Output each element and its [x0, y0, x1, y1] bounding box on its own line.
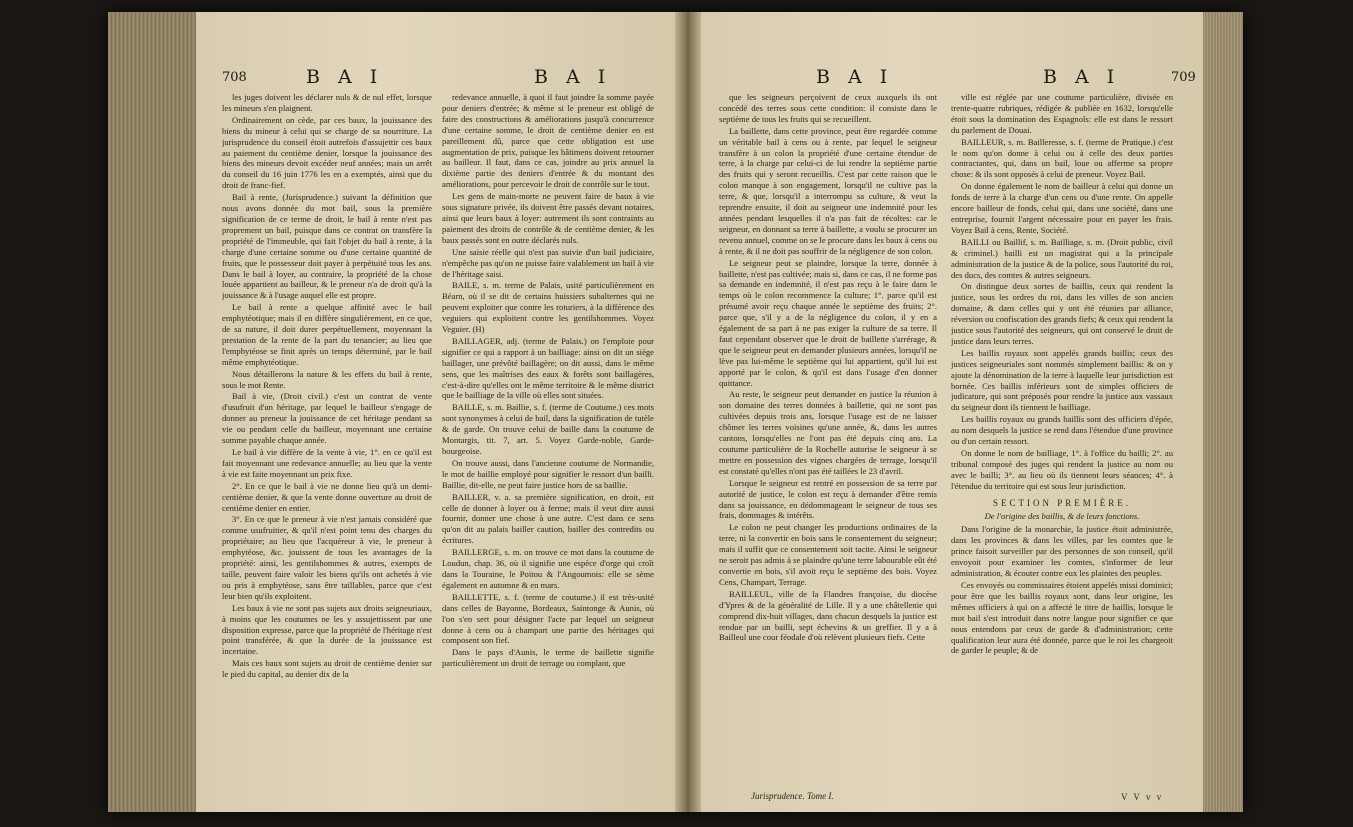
right-page-number: 709 [1171, 70, 1196, 85]
open-book [108, 12, 1243, 812]
paragraph: Au reste, le seigneur peut demander en justice la réunion à son domaine des terres données à baillette, qui ne sont pas cultivées depuis trois ans, lorsque l'usage est de ne laisser chômer les terres voisines qu'une année, &, dans les autres cantons, lorsqu'elles ne l'ont pas été depuis cinq ans. La coutume particulière de la Rochelle autorise le seigneur à se mettre en possession des vignes chargées de terrage, lorsqu'il est constaté qu'elles n'ont pas été taillées le 23 d'avril. [719, 389, 937, 476]
paragraph: Le seigneur peut se plaindre, lorsque la terre, donnée à baillette, n'est pas cultivée; mais si, dans ce cas, il ne forme pas sa demande en indemnité, il n'est pas reçu à le faire dans le temps où le colon recommence la culture; 1°. parce qu'il est présumé avoir reçu chaque année le septième des fruits; 2°. parce que, s'il y a de la négligence du colon, il y en a également de sa part à ne pas exiger la culture de sa terre. Il faut cependant observer que le droit de baillette s'arrérage, & que le seigneur peut en demander plusieurs années, lorsqu'il ne lève pas lui-même le septième qui lui appartient, qu'il lui est apporté par le colon, & qu'il est dans l'usage d'en donner quittance. [719, 257, 937, 388]
paragraph: Dans le pays d'Aunis, le terme de baillette signifie particulièrement un droit de terrage ou complant, que [442, 647, 654, 669]
right-column-2-text [951, 92, 1173, 492]
right-headword-1: B A I [816, 66, 894, 88]
paragraph: Les baillis royaux ou grands baillis sont des officiers d'épée, au nom desquels la justice se rend dans l'étendue d'une province ou d'un certain ressort. [951, 414, 1173, 447]
paragraph: ville est réglée par une coutume particulière, divisée en trente-quatre rubriques, rédigée & publiée en 1632, lorsqu'elle étoit sous la domination des Espagnols: elle est dans le ressort du parlement de Douai. [951, 92, 1173, 135]
right-headword-2: B A I [1043, 66, 1121, 88]
paragraph: Nous détaillerons la nature & les effets du bail à rente, sous le mot Rente. [222, 368, 432, 390]
left-headword-1: B A I [306, 66, 384, 88]
paragraph: On donne le nom de bailliage, 1°. à l'office du bailli; 2°. au tribunal composé des juges qui rendent la justice au nom ou avec le bailli; 3°. au lieu où ils tiennent leurs séances; 4°. à l'étendue du territoire qui est sous leur jurisdiction. [951, 448, 1173, 491]
paragraph: Mais ces baux sont sujets au droit de centième denier sur le pied du capital, au denier dix de la [222, 658, 432, 680]
right-page-column-1 [719, 92, 937, 787]
paragraph: redevance annuelle, à quoi il faut joindre la somme payée pour deniers d'entrée; & même si le preneur est obligé de faire des constructions & améliorations jusqu'à concurrence d'une certaine somme, le droit de centième denier en est pareillement dû, parce que cette obligation est une augmentation de prix, puisque les bâtimens doivent retourner au bailleur. Il faut, dans ce cas, joindre au prix annuel la dixième partie des deniers d'entrée & du montant des améliorations, pour percevoir le droit de contrôle sur le tout. [442, 92, 654, 190]
left-page-column-1 [222, 92, 432, 807]
paragraph: On trouve aussi, dans l'ancienne coutume de Normandie, le mot de baillie employé pour signifier le ressort d'un bailli. Baillie, dit-elle, ne peut faire justice hors de sa baillie. [442, 457, 654, 490]
paragraph: Les baillis royaux sont appelés grands baillis; ceux des justices seigneuriales sont nommés simplement baillis: & on y ajoute la dénomination de la terre à laquelle leur jurisdiction est bornée. Ces baillis inférieurs sont de simples officiers de judicature, qui sont préposés pour rendre la justice aux vassaux du seigneur dont ils tiennent le bailliage. [951, 347, 1173, 413]
paragraph: Le bail à rente a quelque affinité avec le bail emphytéotique; mais il en diffère singulièrement, en ce que, de sa nature, il doit durer perpétuellement, moyennant la prestation de la rente de la part du tenancier; au lieu que l'emphytéose se finit après un temps déterminé, par le bail même emphytéotique. [222, 302, 432, 367]
paragraph: BAILLERGE, s. m. on trouve ce mot dans la coutume de Loudun, chap. 36, où il signifie une espèce d'orge qui croît dans la Touraine, le Poitou & l'Angoumois: elle se sème également en automne & en mars. [442, 547, 654, 590]
paragraph: Le colon ne peut changer les productions ordinaires de la terre, ni la convertir en bois sans le consentement du seigneur; mais il suffit que ce consentement soit tacite. Ainsi le seigneur ne seroit pas admis à se plaindre qu'une terre labourable eût été convertie en bois, s'il avoit reçu le septième des bois. Voyez Cens, Champart, Terrage. [719, 522, 937, 587]
paragraph: Ces envoyés ou commissaires étoient appelés missi dominici; pour être que les baillis royaux sont, dans leur origine, les mêmes officiers à qui on a affecté le titre de baillis, lorsque le mot bail s'est introduit dans notre langue pour signifier ce que nous entendons par ceux de garde & d'administration; cette qualification leur aura été donnée, parce que le roi les chargeoit de garder le peuple; & de [951, 579, 1173, 656]
left-page-number: 708 [222, 70, 247, 85]
left-headword-2: B A I [534, 66, 612, 88]
paragraph: Dans l'origine de la monarchie, la justice étoit administrée, dans les provinces & dans les villes, par les comtes que le prince faisoit surveiller par des personnes de son conseil, qu'il envoyoit pour examiner les comtes, s'informer de leur administration, & écouter contre eux les plaintes des peuples. [951, 524, 1173, 579]
left-page-column-2 [442, 92, 654, 807]
book-gutter [675, 12, 701, 812]
right-page [701, 12, 1203, 812]
section-subtitle: De l'origine des baillis, & de leurs fonctions. [984, 510, 1140, 521]
right-column-2-text-after [951, 524, 1173, 656]
right-page-column-2 [951, 92, 1173, 792]
section-title: SECTION PREMIÈRE. [992, 497, 1131, 508]
signature-mark: V V v v [1121, 792, 1164, 802]
paragraph: Une saisie réelle qui n'est pas suivie d'un bail judiciaire, n'empêche pas qu'on ne puisse faire valablement un bail à vie de l'héritage saisi. [442, 246, 654, 279]
paragraph: Ordinairement on cède, par ces baux, la jouissance des biens du mineur à celui qui se charge de sa nourriture. La jurisprudence du conseil étoit autrefois d'assujettir ces baux au paiement du centième denier, lorsque la jouissance des biens des mineurs devoit excéder neuf années; mais un arrêt du conseil du 16 juin 1776 les en a exemptés, ainsi que du droit de franc-fief. [222, 114, 432, 191]
paragraph: 3°. En ce que le preneur à vie n'est jamais considéré que comme usufruitier, & qu'il n'est point tenu des charges du propriétaire; au lieu que l'acquéreur à vie, le preneur à emphytéose, &c. jouissent de tous les avantages de la propriété: ainsi, les gentilshommes & autres, exempts de taille, peuvent faire valoir les biens qu'ils ont achetés à vie ou pris à emphytéose, sans être taillables, parce que c'est leur bien qu'ils exploitent. [222, 514, 432, 601]
paragraph: BAILLETTE, s. f. (terme de coutume.) il est très-usité dans celles de Bayonne, Bordeaux, Saintonge & Aunis, où l'on s'en sert pour désigner l'acte par lequel un seigneur donne à cens ou à champart une partie des héritages qui composent son fief. [442, 591, 654, 646]
paragraph: Les baux à vie ne sont pas sujets aux droits seigneuriaux, à moins que les coutumes ne les y assujettissent par une disposition expresse, parce que la propriété de l'héritage n'est point transférée, & que la durée de la jouissance est incertaine. [222, 602, 432, 657]
volume-footer: Jurisprudence. Tome I. [751, 791, 834, 801]
paragraph: Lorsque le seigneur est rentré en possession de sa terre par autorité de justice, le colon est reçu à demander d'être remis dans sa jouissance, en dédommageant le seigneur de tous ses frais, dommages & intérêts. [719, 477, 937, 521]
right-page-header [701, 66, 1203, 88]
paragraph: BAILLE, s. m. Baillie, s. f. (terme de Coutume.) ces mots sont synonymes à celui de bail, dans la signification de tutèle & de garde. On trouve celui de baille dans la coutume de Montargis, tit. 7, art. 5. Voyez Garde-noble, Garde-bourgeoise. [442, 402, 654, 456]
page-edges-left [108, 12, 196, 812]
paragraph: Les gens de main-morte ne peuvent faire de baux à vie sous signature privée, ils doivent être passés devant notaires, ainsi que leurs baux à loyer: autrement ils sont contraints au paiement des droits de contrôle & de centième denier, & les baux passés sont en outre déclarés nuls. [442, 191, 654, 245]
paragraph: Bail à vie, (Droit civil.) c'est un contrat de vente d'usufruit d'un héritage, par lequel le bailleur s'engage de donner au preneur la jouissance de cet héritage pendant sa vie ou pendant celle du bailleur, moyennant une certaine somme payable chaque année. [222, 391, 432, 446]
paragraph: 2°. En ce que le bail à vie ne donne lieu qu'à un demi-centième denier, & que la vente donne ouverture au droit de centième denier en entier. [222, 480, 432, 513]
paragraph: BAILE, s. m. terme de Palais, usité particulièrement en Béarn, où il se dit de certains huissiers subalternes qui ne peuvent exploiter que contre les roturiers, à la différence des veguiers qui exploitent contre les gentilshommes. Voyez Veguier. (H) [442, 280, 654, 335]
paragraph: que les seigneurs perçoivent de ceux auxquels ils ont concédé des terres sous cette condition: il consiste dans le septième de tous les fruits qui se recueillent. [719, 92, 937, 124]
left-page [196, 12, 675, 812]
paragraph: BAILLAGER, adj. (terme de Palais.) on l'emploie pour signifier ce qui a rapport à un bailliage: ainsi on dit un siège baillager, une prévôté baillagère; on dit aussi, dans le même sens, que les maîtrises des eaux & forêts sont baillagères, c'est-à-dire qu'elles ont le même territoire & le même district que le bailliage de la ville où elles sont situées. [442, 335, 654, 401]
paragraph: les juges doivent les déclarer nuls & de nul effet, lorsque les mineurs s'en plaignent. [222, 92, 432, 113]
paragraph: BAILLEUR, s. m. Bailleresse, s. f. (terme de Pratique.) c'est le nom qu'on donne à celui ou à celle des deux parties contractantes, qui, dans un bail, loue ou afferme sa propre chose: & ils sont opposés à celui de preneur. Voyez Bail. [951, 136, 1173, 180]
paragraph: On donne également le nom de bailleur à celui qui donne un fonds de terre à la charge d'un cens ou d'une rente. On appelle encore bailleur de fonds, celui qui, dans une société, dans une entreprise, fournit l'argent nécessaire pour en payer les frais. Voyez Bail à cens, Rente, Société. [951, 181, 1173, 235]
paragraph: BAILLEUL, ville de la Flandres françoise, du diocèse d'Ypres & de la généralité de Lille. Il y a une châtellenie qui comprend dix-huit villages, dans chacun desquels la justice est rendue par un bailli, sept échevins & un greffier. Il y a à Bailleul une cour féodale d'où relèvent plusieurs fiefs. Cette [719, 588, 937, 643]
paragraph: La baillette, dans cette province, peut être regardée comme un véritable bail à cens ou à rente, par lequel le seigneur transfère à un colon la propriété d'une certaine étendue de terre, à la charge par celui-ci de lui rendre la septième partie des fruits qui y seront recueillis. C'est par cette raison que le colon manque à son engagement, lorsqu'il ne cultive pas la terre, & que, lorsqu'il a interrompu sa culture, & veut la reprendre ensuite, il doit au seigneur une indemnité pour les années pendant lesquelles il n'a pas fait de récoltes: car le seigneur, en donnant sa terre à baillette, a voulu se procurer un revenu annuel, comme on se le procure dans les baux à cens ou à rente, & il ne doit pas souffrir de la négligence de son colon. [719, 125, 937, 256]
paragraph: BAILLI ou Baillif, s. m. Bailliage, s. m. (Droit public, civil & criminel.) bailli est un magistrat qui a la principale administration de la justice & de la police, sous l'autorité du roi, des ducs, des comtes & autres seigneurs. [951, 236, 1173, 280]
page-edges-right [1203, 12, 1243, 812]
left-page-header [196, 66, 675, 88]
paragraph: Bail à rente, (Jurisprudence.) suivant la définition que nous avons donnée du mot bail, sous la première signification de ce terme de droit, le bail à rente n'est pas proprement un bail, puisque dans ce contrat on transfère la propriété de l'immeuble, qui fait l'objet du bail à rente, à la charge d'une certaine somme ou d'une certaine quantité de fruits, que le possesseur doit payer à perpétuité tous les ans. Dans le bail à loyer, au contraire, la propriété de la chose louée appartient au bailleur, & le preneur n'a de droit qu'à la jouissance & à l'usage auquel elle est propre. [222, 192, 432, 301]
paragraph: BAILLER, v. a. sa première signification, en droit, est celle de donner à loyer ou à ferme; mais il veut dire aussi fournir, donner une chose à une autre. C'est dans ce sens qu'on dit au palais bailler caution, bailler des contredits ou écritures. [442, 491, 654, 546]
paragraph: On distingue deux sortes de baillis, ceux qui rendent la justice, sous les ordres du roi, dans les villes de son ancien domaine, & dans celles qui y ont été réunies par alliance, réversion ou confiscation des grands fiefs; & ceux qui rendent la justice sous l'autorité des seigneurs, qui ont conservé le droit de justice dans leurs terres. [951, 281, 1173, 346]
paragraph: Le bail à vie diffère de la vente à vie, 1°. en ce qu'il est fait moyennant une redevance annuelle; au lieu que la vente à vie est faite moyennant un prix fixe. [222, 447, 432, 479]
